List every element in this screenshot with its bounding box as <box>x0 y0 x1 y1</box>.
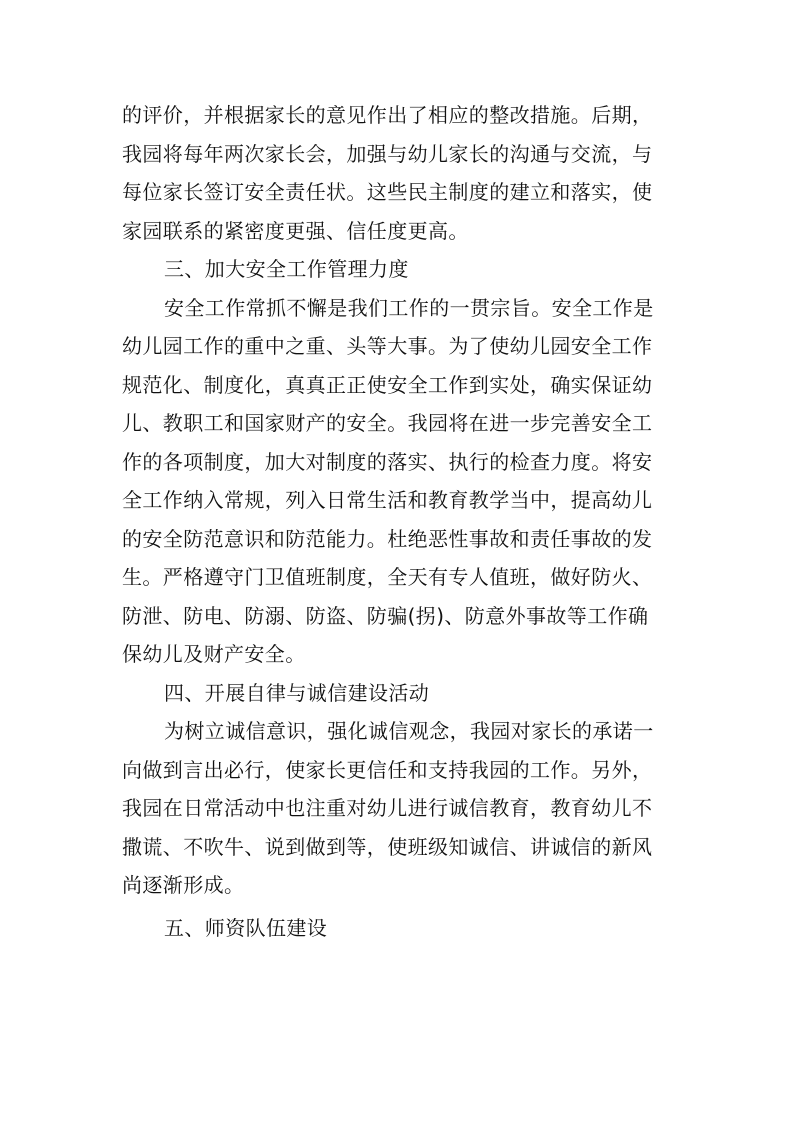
text-line: 生。严格遵守门卫值班制度，全天有专人值班，做好防火、 <box>122 565 653 589</box>
text-line: 每位家长签订安全责任状。这些民主制度的建立和落实，使 <box>122 180 653 204</box>
section-heading-3: 三、加大安全工作管理力度 <box>164 257 409 281</box>
text-line: 的评价，并根据家长的意见作出了相应的整改措施。后期， <box>122 103 653 127</box>
text-line: 尚逐渐形成。 <box>122 873 245 897</box>
text-line: 规范化、制度化，真真正正使安全工作到实处，确实保证幼 <box>122 372 653 397</box>
text-line: 安全工作常抓不懈是我们工作的一贯宗旨。安全工作是 <box>164 295 654 320</box>
text-line: 我园将每年两次家长会，加强与幼儿家长的沟通与交流，与 <box>122 141 653 166</box>
text-line: 向做到言出必行，使家长更信任和支持我园的工作。另外， <box>122 757 653 782</box>
text-line: 保幼儿及财产安全。 <box>122 642 306 666</box>
text-line: 作的各项制度，加大对制度的落实、执行的检查力度。将安 <box>122 449 653 474</box>
document-body <box>122 96 678 947</box>
section-heading-4: 四、开展自律与诚信建设活动 <box>164 680 430 705</box>
paragraph-safety <box>122 289 678 674</box>
text-line: 的安全防范意识和防范能力。杜绝恶性事故和责任事故的发 <box>122 526 653 551</box>
paragraph-integrity <box>122 712 678 905</box>
text-line: 儿、教职工和国家财产的安全。我园将在进一步完善安全工 <box>122 411 653 435</box>
text-line: 防泄、防电、防溺、防盗、防骗(拐)、防意外事故等工作确 <box>122 603 649 628</box>
text-line: 为树立诚信意识，强化诚信观念，我园对家长的承诺一 <box>164 719 654 743</box>
text-line: 我园在日常活动中也注重对幼儿进行诚信教育，教育幼儿不 <box>122 796 653 820</box>
text-line: 幼儿园工作的重中之重、头等大事。为了使幼儿园安全工作 <box>122 334 653 358</box>
text-line: 撒谎、不吹牛、说到做到等，使班级知诚信、讲诚信的新风 <box>122 834 653 859</box>
paragraph-continuation <box>122 96 678 250</box>
section-heading-5: 五、师资队伍建设 <box>164 915 328 940</box>
text-line: 全工作纳入常规，列入日常生活和教育教学当中，提高幼儿 <box>122 488 653 512</box>
text-line: 家园联系的紧密度更强、信任度更高。 <box>122 218 469 243</box>
